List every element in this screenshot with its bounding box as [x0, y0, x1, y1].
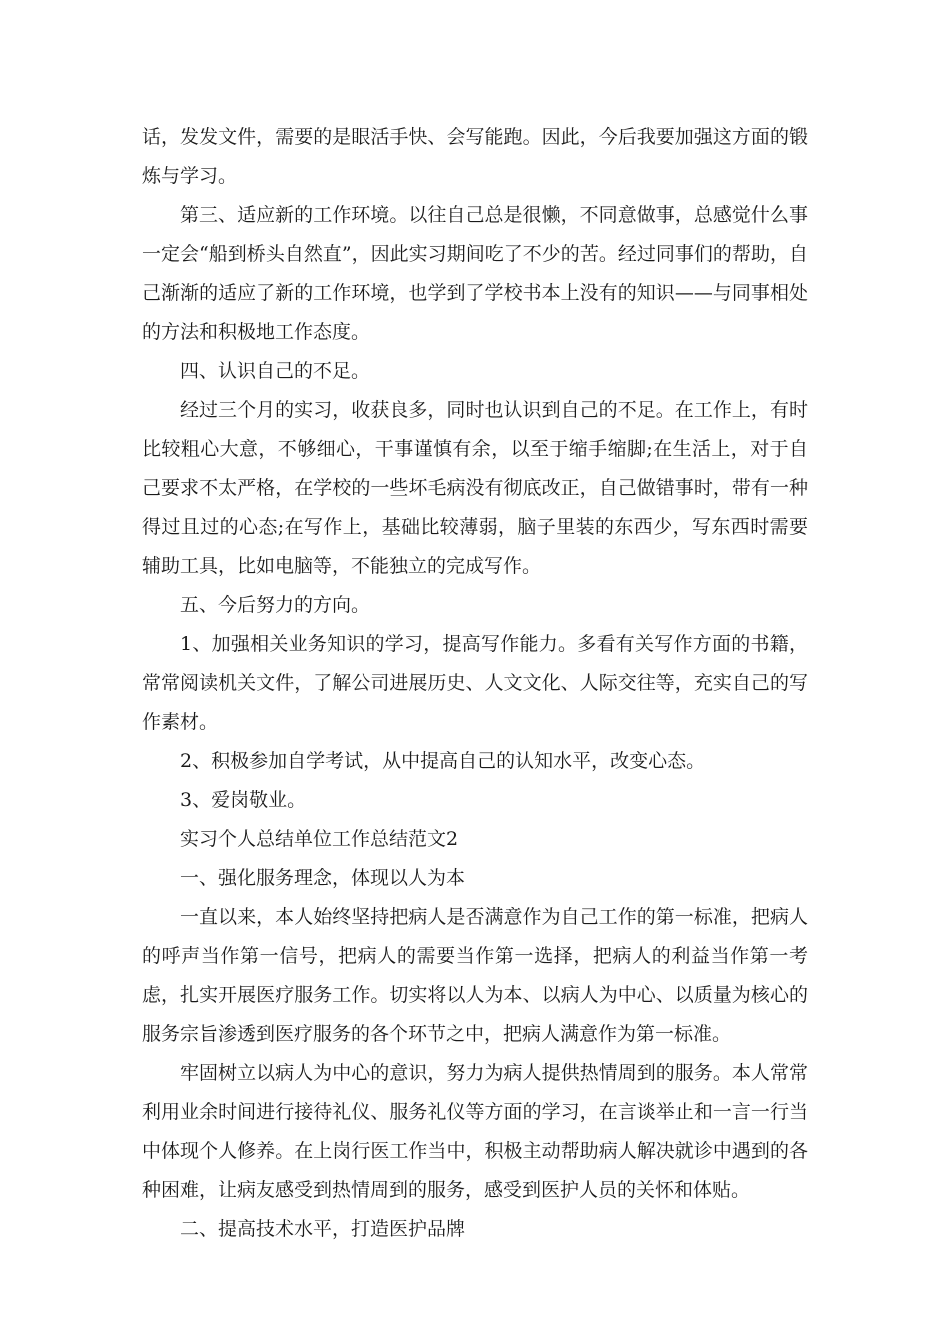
paragraph: 经过三个月的实习，收获良多，同时也认识到自己的不足。在工作上，有时比较粗心大意，不够细心，干事谨慎有余，以至于缩手缩脚;在生活上，对于自己要求不太严格，在学校的一些坏毛病没有彻底改正，自己做错事时，带有一种得过且过的心态;在写作上，基础比较薄弱，脑子里装的东西少，写东西时需要辅助工具，比如电脑等，不能独立的完成写作。 [142, 399, 808, 577]
paragraph: 2、积极参加自学考试，从中提高自己的认知水平，改变心态。 [180, 750, 706, 772]
paragraph: 一直以来，本人始终坚持把病人是否满意作为自己工作的第一标准，把病人的呼声当作第一信号，把病人的需要当作第一选择，把病人的利益当作第一考虑，扎实开展医疗服务工作。切实将以人为本、以病人为中心、以质量为核心的服务宗旨渗透到医疗服务的各个环节之中，把病人满意作为第一标准。 [142, 906, 808, 1045]
paragraph: 一、强化服务理念，体现以人为本 [180, 867, 466, 889]
paragraph: 二、提高技术水平，打造医护品牌 [180, 1218, 466, 1240]
paragraph: 第三、适应新的工作环境。以往自己总是很懒，不同意做事，总感觉什么事一定会“船到桥头自然直”，因此实习期间吃了不少的苦。经过同事们的帮助，自己渐渐的适应了新的工作环境，也学到了学校书本上没有的知识——与同事相处的方法和积极地工作态度。 [142, 204, 808, 343]
paragraph: 1、加强相关业务知识的学习，提高写作能力。多看有关写作方面的书籍，常常阅读机关文件，了解公司进展历史、人文文化、人际交往等，充实自己的写作素材。 [142, 633, 808, 733]
paragraph: 话，发发文件，需要的是眼活手快、会写能跑。因此，今后我要加强这方面的锻炼与学习。 [142, 126, 808, 187]
paragraph: 3、爱岗敬业。 [180, 789, 307, 811]
paragraph: 实习个人总结单位工作总结范文2 [180, 828, 459, 850]
paragraph: 四、认识自己的不足。 [180, 360, 371, 382]
paragraph: 牢固树立以病人为中心的意识，努力为病人提供热情周到的服务。本人常常利用业余时间进行接待礼仪、服务礼仪等方面的学习，在言谈举止和一言一行当中体现个人修养。在上岗行医工作当中，积极主动帮助病人解决就诊中遇到的各种困难，让病友感受到热情周到的服务，感受到医护人员的关怀和体贴。 [142, 1062, 808, 1201]
paragraph: 五、今后努力的方向。 [180, 594, 371, 616]
document-body [142, 118, 808, 1249]
